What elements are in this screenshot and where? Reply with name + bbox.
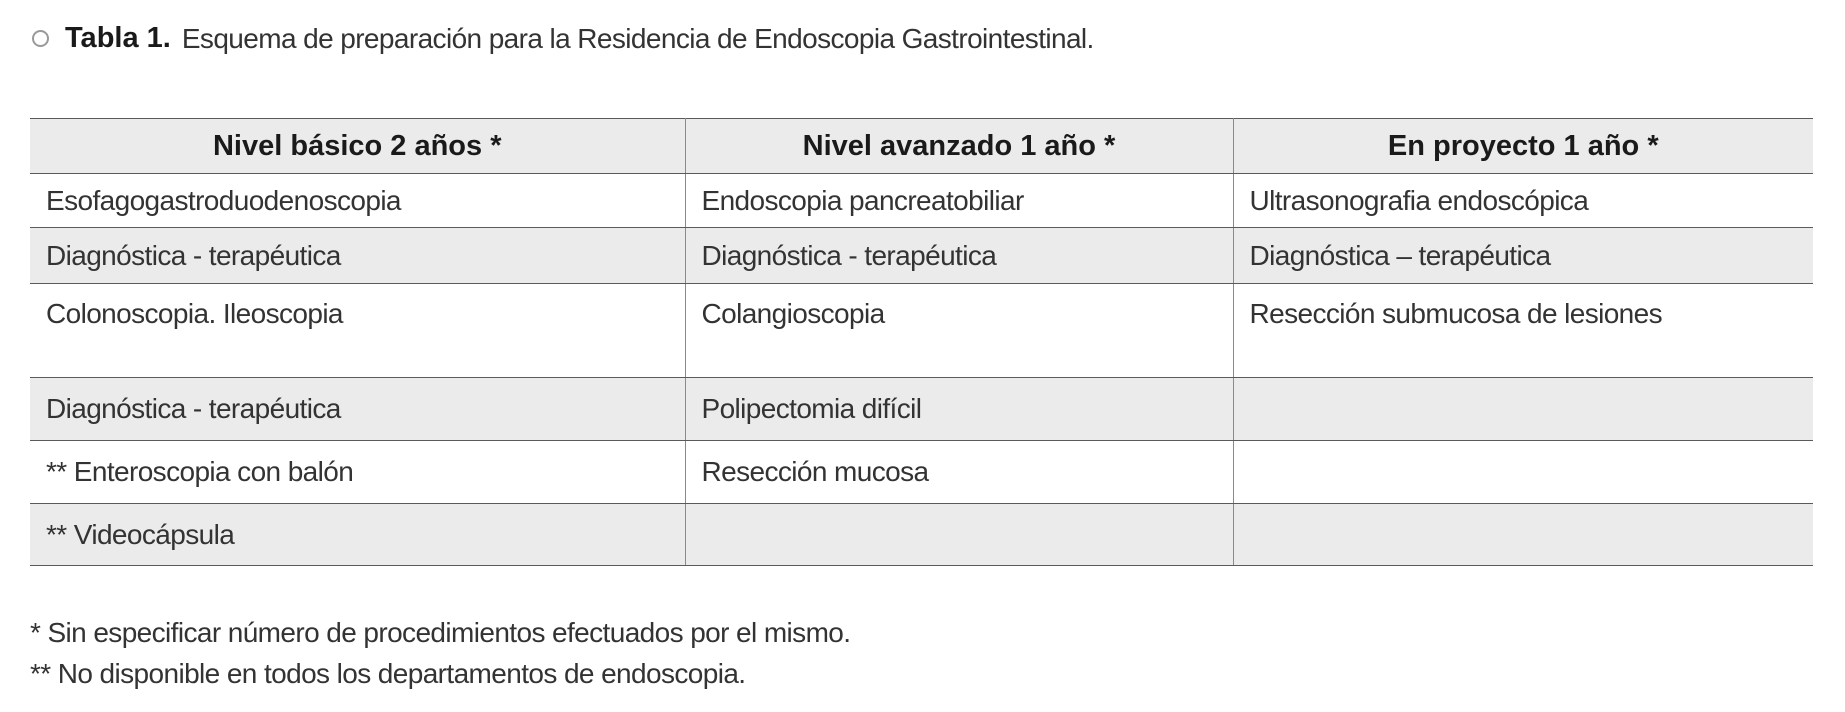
table-caption <box>32 22 1094 55</box>
table-row <box>30 228 1813 284</box>
circle-bullet-icon <box>32 30 49 47</box>
table-cell: Diagnóstica - terapéutica <box>30 378 685 441</box>
table-row <box>30 284 1813 378</box>
table-cell: Diagnóstica - terapéutica <box>30 228 685 284</box>
footnote-1: * Sin especificar número de procedimientos efectuados por el mismo. <box>30 617 851 648</box>
table-cell: Polipectomia difícil <box>685 378 1233 441</box>
table-cell: Colonoscopia. Ileoscopia <box>30 284 685 378</box>
table-cell: ** Enteroscopia con balón <box>30 441 685 504</box>
footnotes <box>30 612 850 694</box>
column-header-basic: Nivel básico 2 años * <box>30 119 685 174</box>
column-header-advanced: Nivel avanzado 1 año * <box>685 119 1233 174</box>
table-cell <box>1233 441 1813 504</box>
table-cell: Diagnóstica - terapéutica <box>685 228 1233 284</box>
caption-label: Tabla 1. <box>65 22 171 54</box>
table-cell: Endoscopia pancreatobiliar <box>685 174 1233 228</box>
table-cell: Resección submucosa de lesiones <box>1233 284 1813 378</box>
table-row <box>30 441 1813 504</box>
table-cell <box>1233 378 1813 441</box>
table-cell <box>685 504 1233 566</box>
table-row <box>30 174 1813 228</box>
column-header-project: En proyecto 1 año * <box>1233 119 1813 174</box>
caption-text: Esquema de preparación para la Residencia de Endoscopia Gastrointestinal. <box>181 22 1094 54</box>
footnote-2: ** No disponible en todos los departamentos de endoscopia. <box>30 658 746 689</box>
table-row <box>30 378 1813 441</box>
table-cell: Ultrasonografia endoscópica <box>1233 174 1813 228</box>
table-cell: ** Videocápsula <box>30 504 685 566</box>
table-cell: Colangioscopia <box>685 284 1233 378</box>
preparation-table <box>30 118 1813 566</box>
table-cell: Esofagogastroduodenoscopia <box>30 174 685 228</box>
table-header-row <box>30 119 1813 174</box>
table-row <box>30 504 1813 566</box>
table-cell: Diagnóstica – terapéutica <box>1233 228 1813 284</box>
table-cell: Resección mucosa <box>685 441 1233 504</box>
table-cell <box>1233 504 1813 566</box>
